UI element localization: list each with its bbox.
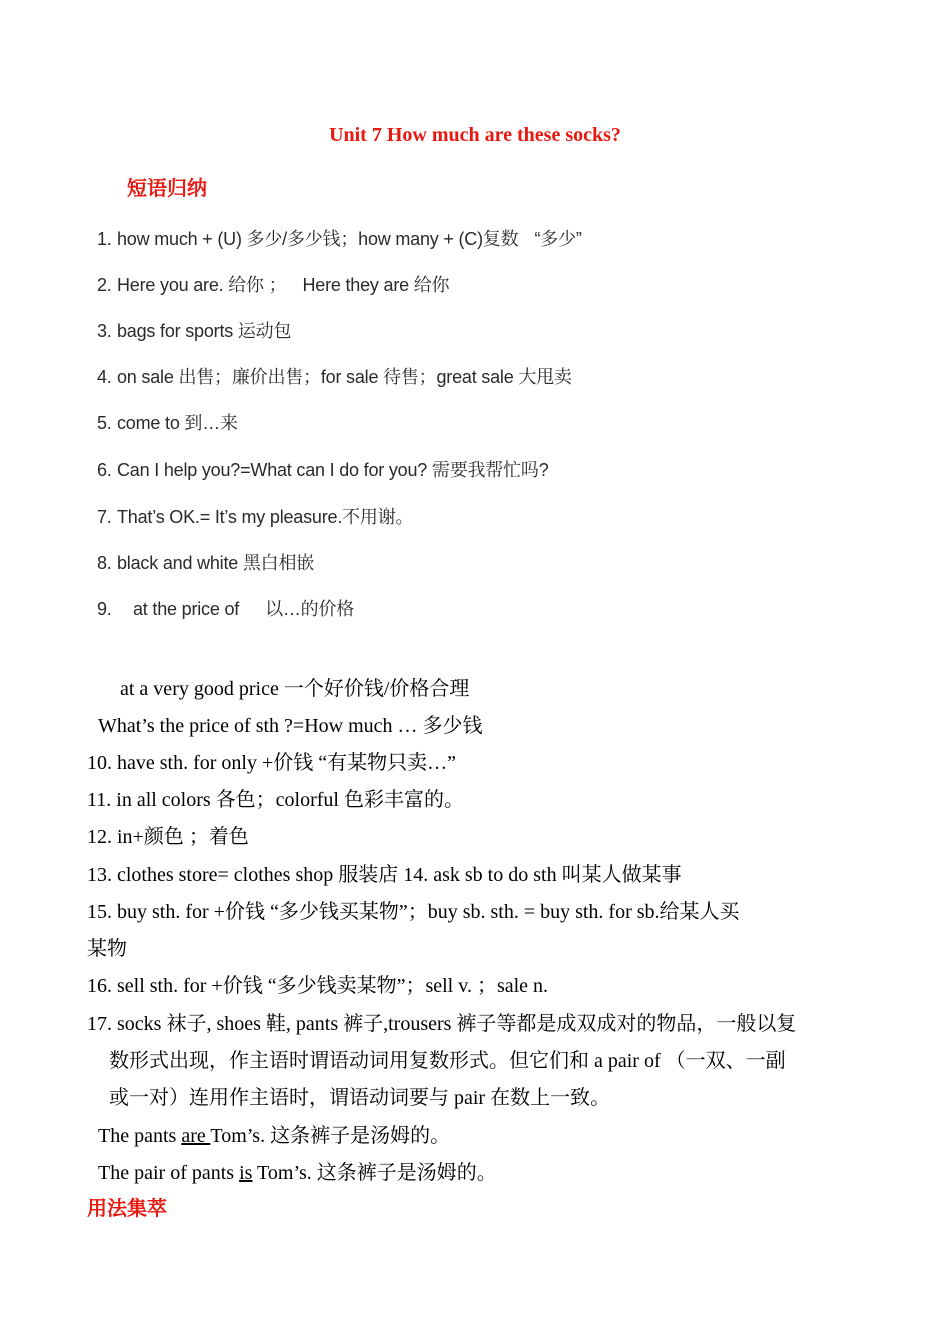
text-line: 12. in+颜色 ；着色	[87, 826, 249, 848]
text-line: 10. have sth. for only +价钱 “有某物只卖…”	[87, 752, 457, 774]
phrase-text: on sale 出售；廉价出售；for sale 待售；great sale 大甩卖	[117, 367, 572, 387]
text-line: 13. clothes store= clothes shop 服装店 14. ask sb to do sth 叫某人做某事	[87, 864, 682, 886]
phrase-text: come to 到…来	[117, 413, 238, 433]
phrase-number: 7.	[97, 507, 112, 527]
phrase-tail: 以…的价格	[265, 599, 355, 619]
phrase-text: at the price of	[133, 599, 240, 619]
phrase-item-8	[97, 549, 314, 575]
phrase-tail: Here they are 给你	[302, 275, 450, 295]
example-sentence-2	[98, 1156, 497, 1185]
phrase-tail: “多少”	[534, 229, 582, 249]
phrase-item-9	[97, 595, 354, 621]
phrase-number: 6.	[97, 460, 112, 480]
text-line: at a very good price 一个好价钱/价格合理	[120, 678, 470, 700]
phrase-number: 9.	[97, 599, 112, 619]
section-heading-usage: 用法集萃	[87, 1196, 167, 1220]
text-line: What’s the price of sth ?=How much … 多少钱	[98, 715, 483, 737]
phrase-number: 8.	[97, 553, 112, 573]
phrase-number: 1.	[97, 229, 112, 249]
phrase-text: how much + (U) 多少/多少钱；how many + (C)复数	[117, 229, 519, 249]
phrase-item-3	[97, 317, 291, 343]
underlined-verb: is	[239, 1162, 253, 1184]
page-title: Unit 7 How much are these socks?	[329, 124, 621, 146]
text-line: 16. sell sth. for +价钱 “多少钱卖某物”；sell v. ；sale n.	[87, 975, 549, 997]
phrase-item-2	[97, 271, 449, 297]
phrase-item-6	[97, 456, 549, 482]
phrase-text: bags for sports 运动包	[117, 321, 292, 341]
text-line: 17. socks 袜子, shoes 鞋, pants 裤子,trousers 裤子等都是成双成对的物品，一般以复	[87, 1013, 797, 1035]
phrase-number: 4.	[97, 367, 112, 387]
text-line: 某物	[87, 938, 127, 960]
underlined-verb: are	[181, 1125, 211, 1147]
phrase-text: That’s OK.= It’s my pleasure.不用谢。	[117, 507, 414, 527]
phrase-item-7	[97, 503, 413, 529]
phrase-number: 5.	[97, 413, 112, 433]
phrase-number: 2.	[97, 275, 112, 295]
text-line: 或一对）连用作主语时，谓语动词要与 pair 在数上一致。	[109, 1087, 611, 1109]
example-sentence-1	[98, 1119, 450, 1148]
phrase-text: Can I help you?=What can I do for you? 需要我帮忙吗?	[117, 460, 549, 480]
phrase-item-5	[97, 409, 238, 435]
phrase-item-1	[97, 225, 582, 251]
text-line: 15. buy sth. for +价钱 “多少钱买某物”；buy sb. sth. = buy sth. for sb.给某人买	[87, 901, 740, 923]
example-text: Tom’s. 这条裤子是汤姆的。	[252, 1162, 497, 1184]
example-text: The pants	[98, 1125, 182, 1147]
section-heading-phrases: 短语归纳	[127, 176, 207, 200]
phrase-number: 3.	[97, 321, 112, 341]
example-text: The pair of pants	[98, 1162, 240, 1184]
example-text: Tom’s. 这条裤子是汤姆的。	[210, 1125, 451, 1147]
text-line: 数形式出现，作主语时谓语动词用复数形式。但它们和 a pair of （一双、一副	[109, 1050, 786, 1072]
text-line: 11. in all colors 各色；colorful 色彩丰富的。	[87, 789, 464, 811]
phrase-text: Here you are. 给你 ；	[117, 275, 287, 295]
phrase-item-4	[97, 363, 572, 389]
phrase-text: black and white 黑白相嵌	[117, 553, 315, 573]
